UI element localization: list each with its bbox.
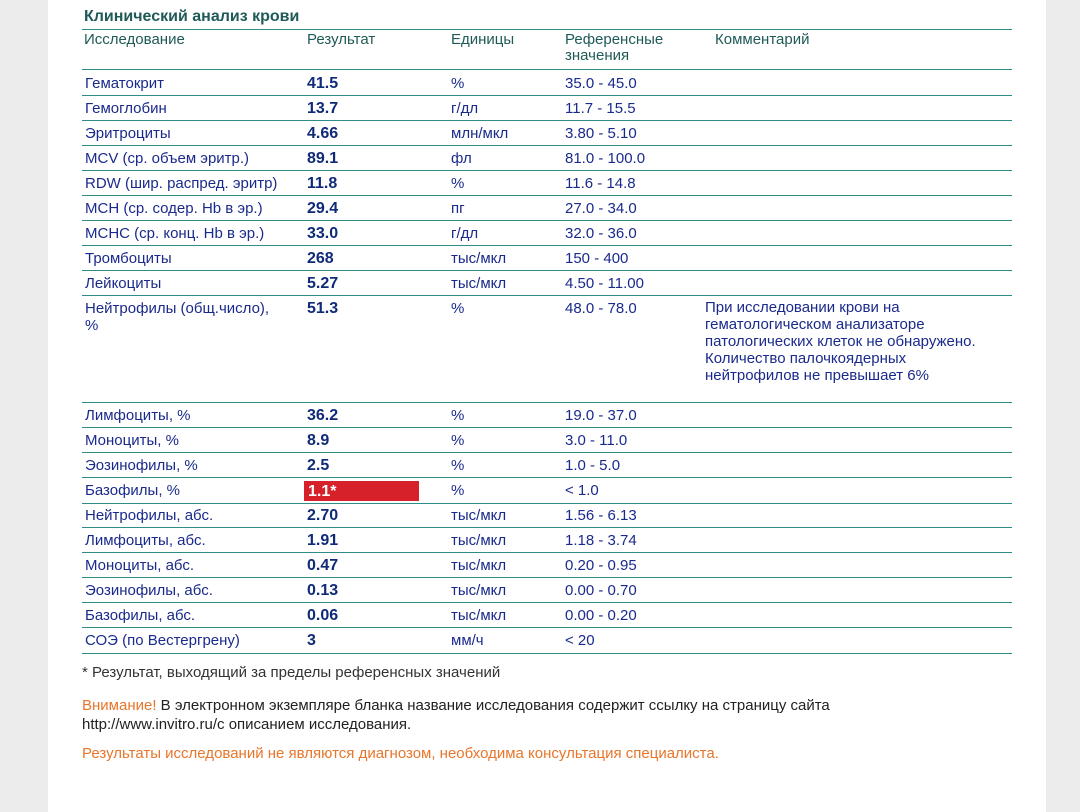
- report-title: Клинический анализ крови: [84, 8, 300, 25]
- row-divider: [82, 427, 1012, 428]
- row-ref: < 20: [565, 632, 595, 649]
- row-name: Тромбоциты: [85, 250, 172, 267]
- row-ref: 1.56 - 6.13: [565, 507, 637, 524]
- row-result: 2.5: [307, 457, 330, 474]
- row-ref: 1.0 - 5.0: [565, 457, 621, 474]
- row-name: Моноциты, абс.: [85, 557, 195, 574]
- row-ref: 32.0 - 36.0: [565, 225, 637, 242]
- row-ref: 0.00 - 0.20: [565, 607, 637, 624]
- row-comment: При исследовании крови на гематологическом анализаторе патологических клеток не обнаружено. Количество палочкоядерных нейтрофилов не превышает 6%: [705, 299, 976, 384]
- header-ref: [565, 32, 663, 64]
- row-result: 4.66: [307, 125, 339, 142]
- attention-link[interactable]: http://www.invitro.ru/: [82, 716, 218, 733]
- row-divider: [82, 195, 1012, 196]
- row-ref: 1.18 - 3.74: [565, 532, 637, 549]
- row-result-flagged: 1.1*: [308, 483, 337, 500]
- header-ref-line1: Референсные: [565, 31, 664, 48]
- row-name: MCV (ср. объем эритр.): [85, 150, 250, 167]
- attention-text: В электронном экземпляре бланка название исследования содержит ссылку на страницу сайта: [156, 697, 830, 714]
- header-ref-line2: значения: [565, 47, 630, 64]
- row-ref: 27.0 - 34.0: [565, 200, 637, 217]
- row-result: 1.91: [307, 532, 339, 549]
- row-ref: 48.0 - 78.0: [565, 300, 637, 317]
- row-divider: [82, 477, 1012, 478]
- row-result: 8.9: [307, 432, 330, 449]
- row-result: 11.8: [307, 175, 338, 192]
- row-unit: %: [451, 75, 465, 92]
- row-divider: [82, 452, 1012, 453]
- row-result: 2.70: [307, 507, 339, 524]
- row-unit: %: [451, 432, 465, 449]
- row-result: 36.2: [307, 407, 339, 424]
- row-result: 13.7: [307, 100, 339, 117]
- row-unit: г/дл: [451, 100, 479, 117]
- footnote: * Результат, выходящий за пределы референсных значений: [82, 664, 501, 681]
- row-unit: %: [451, 457, 465, 474]
- row-unit: тыс/мкл: [451, 607, 507, 624]
- row-unit: тыс/мкл: [451, 250, 507, 267]
- header-result: Результат: [307, 31, 376, 48]
- row-ref: 35.0 - 45.0: [565, 75, 637, 92]
- header-comment: Комментарий: [715, 31, 810, 48]
- row-unit: %: [451, 175, 465, 192]
- row-unit: фл: [451, 150, 472, 167]
- attention-notice: [82, 696, 982, 734]
- row-name: MCH (ср. содер. Hb в эр.): [85, 200, 263, 217]
- row-unit: %: [451, 300, 465, 317]
- row-divider: [82, 220, 1012, 221]
- disclaimer: Результаты исследований не являются диагнозом, необходима консультация специалиста.: [82, 745, 719, 762]
- row-unit: тыс/мкл: [451, 532, 507, 549]
- row-unit: мм/ч: [451, 632, 484, 649]
- row-ref: 3.80 - 5.10: [565, 125, 637, 142]
- row-divider: [82, 270, 1012, 271]
- row-name: Базофилы, абс.: [85, 607, 196, 624]
- row-divider: [82, 653, 1012, 654]
- row-ref: 150 - 400: [565, 250, 629, 267]
- attention-text-2: с описанием исследования.: [217, 716, 412, 733]
- row-ref: 4.50 - 11.00: [565, 275, 644, 292]
- row-name: MCHC (ср. конц. Hb в эр.): [85, 225, 265, 242]
- row-ref: 0.20 - 0.95: [565, 557, 637, 574]
- row-result: 268: [307, 250, 334, 267]
- row-ref: 19.0 - 37.0: [565, 407, 637, 424]
- row-unit: млн/мкл: [451, 125, 509, 142]
- row-divider: [82, 577, 1012, 578]
- row-divider: [82, 602, 1012, 603]
- row-divider: [82, 503, 1012, 504]
- row-ref: 11.6 - 14.8: [565, 175, 636, 192]
- row-name: Эритроциты: [85, 125, 171, 142]
- row-result: 0.06: [307, 607, 339, 624]
- header-test: Исследование: [84, 31, 185, 48]
- attention-label: Внимание!: [82, 697, 157, 714]
- row-divider: [82, 402, 1012, 403]
- row-name: Гемоглобин: [85, 100, 167, 117]
- row-name: Эозинофилы, абс.: [85, 582, 213, 599]
- row-name: RDW (шир. распред. эритр): [85, 175, 278, 192]
- rule-top: [82, 29, 1012, 30]
- row-divider: [82, 170, 1012, 171]
- row-result: 89.1: [307, 150, 339, 167]
- row-unit: тыс/мкл: [451, 275, 507, 292]
- row-ref: 0.00 - 0.70: [565, 582, 637, 599]
- report-page: [48, 0, 1046, 812]
- row-divider: [82, 120, 1012, 121]
- row-divider: [82, 95, 1012, 96]
- row-ref: < 1.0: [565, 482, 599, 499]
- row-name: Моноциты, %: [85, 432, 179, 449]
- row-result: 41.5: [307, 75, 339, 92]
- row-name: СОЭ (по Вестергрену): [85, 632, 240, 649]
- header-units: Единицы: [451, 31, 515, 48]
- row-divider: [82, 145, 1012, 146]
- row-name: Лимфоциты, %: [85, 407, 191, 424]
- row-name-cont: %: [85, 317, 99, 334]
- row-unit: тыс/мкл: [451, 507, 507, 524]
- row-result: 0.13: [307, 582, 339, 599]
- row-unit: %: [451, 407, 465, 424]
- row-result: 29.4: [307, 200, 339, 217]
- row-divider: [82, 627, 1012, 628]
- row-divider: [82, 552, 1012, 553]
- row-name: Лейкоциты: [85, 275, 162, 292]
- row-result: 0.47: [307, 557, 339, 574]
- row-name: Нейтрофилы (общ.число),: [85, 300, 270, 317]
- out-of-range-flag: [304, 481, 419, 501]
- row-ref: 11.7 - 15.5: [565, 100, 636, 117]
- row-unit: %: [451, 482, 465, 499]
- row-divider: [82, 527, 1012, 528]
- row-unit: г/дл: [451, 225, 479, 242]
- row-result: 51.3: [307, 300, 339, 317]
- row-name: Базофилы, %: [85, 482, 180, 499]
- row-name: Эозинофилы, %: [85, 457, 198, 474]
- row-ref: 81.0 - 100.0: [565, 150, 646, 167]
- row-ref: 3.0 - 11.0: [565, 432, 628, 449]
- row-name: Нейтрофилы, абс.: [85, 507, 214, 524]
- row-result: 3: [307, 632, 316, 649]
- row-unit: пг: [451, 200, 465, 217]
- rule-header: [82, 69, 1012, 70]
- row-result: 33.0: [307, 225, 339, 242]
- row-unit: тыс/мкл: [451, 582, 507, 599]
- row-result: 5.27: [307, 275, 339, 292]
- row-name: Лимфоциты, абс.: [85, 532, 206, 549]
- row-divider: [82, 295, 1012, 296]
- row-unit: тыс/мкл: [451, 557, 507, 574]
- row-name: Гематокрит: [85, 75, 164, 92]
- row-divider: [82, 245, 1012, 246]
